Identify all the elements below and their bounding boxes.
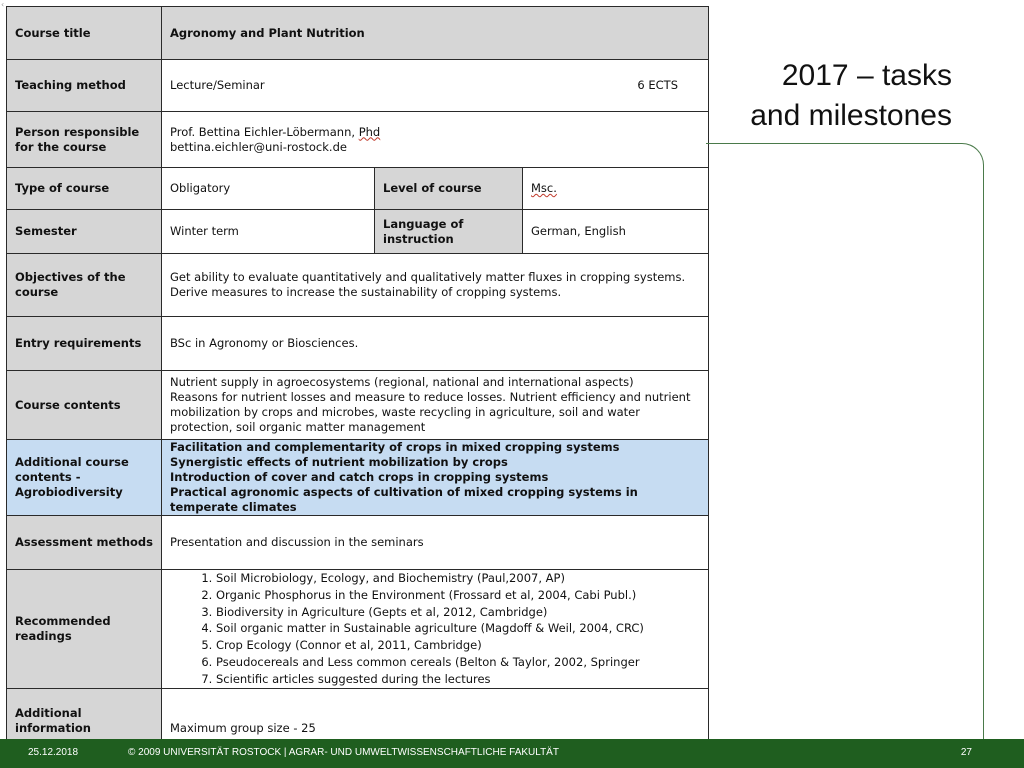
semester-label: Semester [7,210,162,254]
level-of-course-label: Level of course [375,168,523,210]
assessment-methods-value: Presentation and discussion in the seminars [162,516,709,570]
row-entry-requirements [7,317,709,371]
level-of-course-value: Msc. [531,181,557,195]
recommended-readings-cell [162,570,709,689]
type-of-course-label: Type of course [7,168,162,210]
row-objectives [7,254,709,317]
green-frame-line [706,143,984,739]
reading-item: 6. Pseudocereals and Less common cereals (Belton & Taylor, 2002, Springer [216,654,700,671]
row-assessment-methods [7,516,709,570]
course-title-label: Course title [7,7,162,60]
reading-item: 4. Soil organic matter in Sustainable agriculture (Magdoff & Weil, 2004, CRC) [216,620,700,637]
page-number: 27 [960,747,972,758]
entry-requirements-value: BSc in Agronomy or Biosciences. [162,317,709,371]
footer-date: 25.12.2018 [28,747,79,758]
row-semester [7,210,709,254]
footer-credits: © 2009 UNIVERSITÄT ROSTOCK | AGRAR- UND UMWELTWISSENSCHAFTLICHE FAKULTÄT [128,747,559,758]
entry-requirements-label: Entry requirements [7,317,162,371]
course-contents-label: Course contents [7,371,162,440]
slide-title-line: and milestones [750,99,952,132]
footer-bar [0,739,1024,768]
additional-information-label: Additional information [7,688,162,742]
reading-item: 5. Crop Ecology (Connor et al, 2011, Cambridge) [216,637,700,654]
semester-value: Winter term [162,210,375,254]
assessment-methods-label: Assessment methods [7,516,162,570]
course-contents-value: Nutrient supply in agroecosystems (regional, national and international aspects) Reasons for nutrient losses and measure to reduce losses. Nutrient efficiency and nutrient mobilization by crops and microbes, waste recycling in agriculture, soil and water protection, soil organic matter management [162,371,709,440]
level-of-course-cell [523,168,709,210]
row-course-title [7,7,709,60]
row-type-of-course [7,168,709,210]
course-title-value: Agronomy and Plant Nutrition [162,7,709,60]
additional-contents-cell [162,440,709,516]
additional-contents-label: Additional course contents - Agrobiodiversity [7,440,162,516]
objectives-label: Objectives of the course [7,254,162,317]
reading-item: 2. Organic Phosphorus in the Environment (Frossard et al, 2004, Cabi Publ.) [216,587,700,604]
language-value: German, English [523,210,709,254]
additional-contents-line: Introduction of cover and catch crops in cropping systems [170,470,549,484]
reading-item: 7. Scientific articles suggested during the lectures [216,671,700,688]
person-responsible-cell [162,112,709,168]
teaching-method-value: Lecture/Seminar [170,78,265,92]
person-name [170,125,700,140]
course-table [6,6,709,743]
type-of-course-value: Obligatory [162,168,375,210]
row-person-responsible [7,112,709,168]
person-email: bettina.eichler@uni-rostock.de [170,139,347,154]
objectives-value: Get ability to evaluate quantitatively and qualitatively matter fluxes in cropping systems. Derive measures to increase the sustainability of cropping systems. [162,254,709,317]
additional-contents-line: Synergistic effects of nutrient mobilization by crops [170,455,508,469]
row-recommended-readings [7,570,709,689]
row-additional-information [7,688,709,742]
teaching-method-cell [162,60,709,112]
slide-title-line: 2017 – tasks [781,59,952,92]
teaching-method-label: Teaching method [7,60,162,112]
row-teaching-method [7,60,709,112]
ects-value: 6 ECTS [637,78,678,92]
corner-mark: ‹ [1,0,5,9]
row-course-contents [7,371,709,440]
reading-item: 3. Biodiversity in Agriculture (Gepts et al, 2012, Cambridge) [216,604,700,621]
additional-information-value: Maximum group size - 25 [162,688,709,742]
language-label: Language of instruction [375,210,523,254]
additional-contents-line: Facilitation and complementarity of crops in mixed cropping systems [170,440,620,454]
person-responsible-label: Person responsible for the course [7,112,162,168]
person-name-text: Prof. Bettina Eichler-Löbermann, [170,124,359,139]
additional-contents-line: Practical agronomic aspects of cultivation of mixed cropping systems in temperate climates [170,485,638,514]
recommended-readings-label: Recommended readings [7,570,162,689]
row-additional-contents [7,440,709,516]
person-degree: Phd [358,124,381,139]
reading-list [170,570,700,688]
slide-title [750,56,952,136]
reading-item: 1. Soil Microbiology, Ecology, and Biochemistry (Paul,2007, AP) [216,570,700,587]
